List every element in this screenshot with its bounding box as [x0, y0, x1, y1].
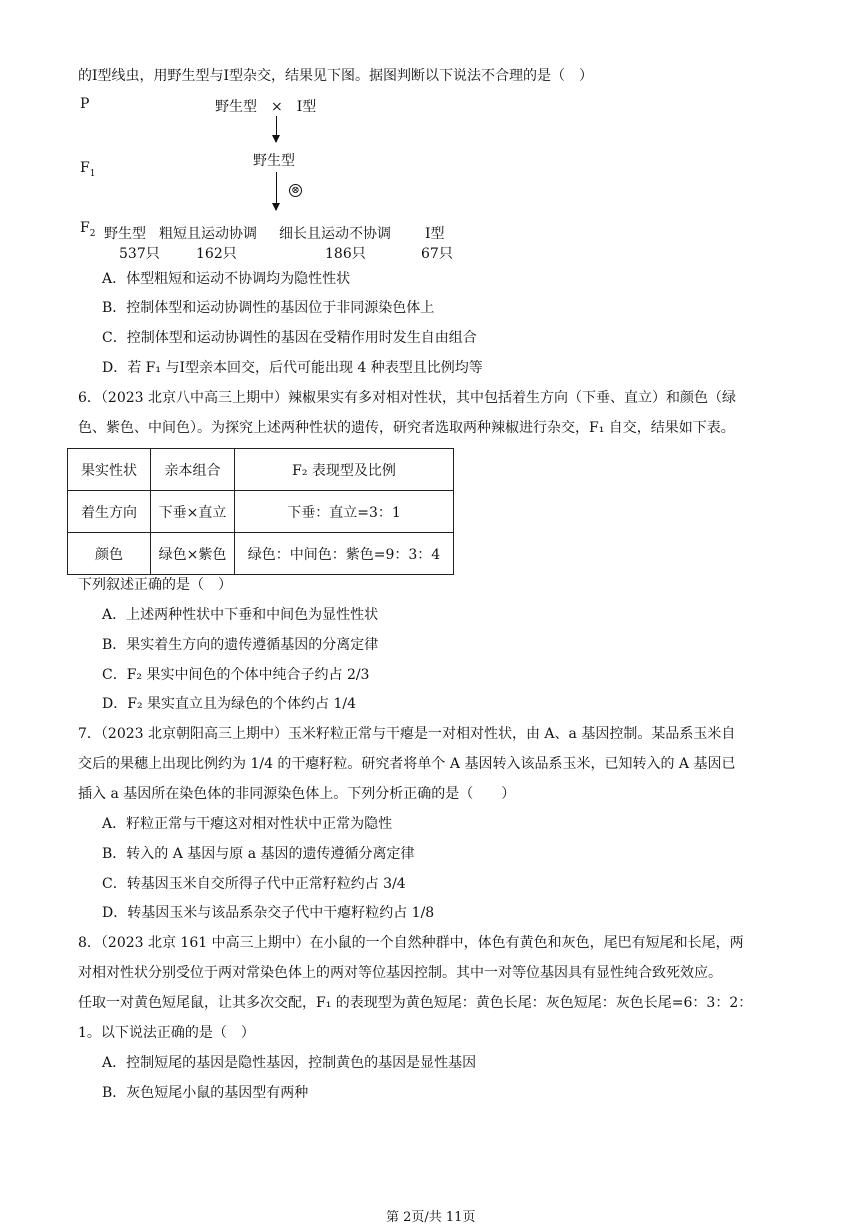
f2-phenotype: Ⅰ型 — [425, 226, 445, 242]
table-cell: 绿色：中间色：紫色=9：3：4 — [235, 533, 454, 575]
option-d: D．F₂ 果实直立且为绿色的个体约占 1/4 — [102, 696, 356, 712]
f2-count: 67只 — [421, 246, 453, 262]
page-number: 第 2页/共 11页 — [386, 1210, 476, 1225]
option-b: B．转入的 A 基因与原 a 基因的遗传遵循分离定律 — [102, 846, 415, 862]
q6-results-table — [67, 448, 454, 575]
option-a: A．上述两种性状中下垂和中间色为显性性状 — [102, 607, 379, 623]
option-c: C．控制体型和运动协调性的基因在受精作用时发生自由组合 — [102, 330, 477, 346]
f2-count: 537只 — [119, 246, 160, 262]
question-8-stem-cont: 任取一对黄色短尾鼠，让其多次交配，F₁ 的表现型为黄色短尾：黄色长尾：灰色短尾：灰色长尾=6：3：2： — [78, 995, 753, 1011]
question-7-stem-cont: 插入 a 基因所在染色体的非同源染色体上。下列分析正确的是（ ） — [78, 786, 516, 802]
question-8-stem-cont: 1。以下说法正确的是（ ） — [78, 1025, 255, 1041]
arrow-down-icon — [276, 172, 277, 210]
table-row — [68, 491, 454, 533]
option-d: D．转基因玉米与该品系杂交子代中干瘪籽粒约占 1/8 — [102, 905, 435, 921]
option-b: B．控制体型和运动协调性的基因位于非同源染色体上 — [102, 300, 435, 316]
f2-phenotype: 野生型 — [104, 226, 146, 242]
p-label: P — [80, 96, 90, 112]
f1-label: $F_1$ — [80, 160, 96, 179]
f2-count: 186只 — [325, 246, 366, 262]
table-header-row — [68, 449, 454, 491]
option-b: B．果实着生方向的遗传遵循基因的分离定律 — [102, 637, 379, 653]
table-header-cell: F₂ 表现型及比例 — [235, 449, 454, 491]
f1-phenotype: 野生型 — [253, 153, 295, 169]
f2-phenotype: 细长且运动不协调 — [279, 226, 391, 242]
question-7-stem: 7．（2023 北京朝阳高三上期中）玉米籽粒正常与干瘪是一对相对性状，由 A、a 基因控制。某品系玉米自 — [78, 726, 736, 742]
table-cell: 颜色 — [68, 533, 151, 575]
table-cell: 绿色×紫色 — [151, 533, 235, 575]
table-row — [68, 533, 454, 575]
table-header-cell: 果实性状 — [68, 449, 151, 491]
table-cell: 下垂：直立=3：1 — [235, 491, 454, 533]
table-cell: 着生方向 — [68, 491, 151, 533]
f2-label: $F_2$ — [80, 220, 96, 239]
table-cell: 下垂×直立 — [151, 491, 235, 533]
option-b: B．灰色短尾小鼠的基因型有两种 — [102, 1085, 309, 1101]
arrow-down-icon — [276, 116, 277, 142]
question-8-stem-cont: 对相对性状分别受位于两对常染色体上的两对等位基因控制。其中一对等位基因具有显性纯合致死效应。 — [78, 965, 722, 981]
question-7-stem-cont: 交后的果穗上出现比例约为 1/4 的干瘪籽粒。研究者将单个 A 基因转入该品系玉米，已知转入的 A 基因已 — [78, 756, 736, 772]
option-c: C．转基因玉米自交所得子代中正常籽粒约占 3/4 — [102, 876, 406, 892]
question-5-stem: 的Ⅰ型线虫，用野生型与Ⅰ型杂交，结果见下图。据图判断以下说法不合理的是（ ） — [78, 68, 594, 84]
option-a: A．控制短尾的基因是隐性基因，控制黄色的基因是显性基因 — [102, 1055, 477, 1071]
question-8-stem: 8．（2023 北京 161 中高三上期中）在小鼠的一个自然种群中，体色有黄色和灰色，尾巴有短尾和长尾，两 — [78, 935, 744, 951]
option-a: A．籽粒正常与干瘪这对相对性状中正常为隐性 — [102, 816, 393, 832]
question-6-stem-cont: 色、紫色、中间色）。为探究上述两种性状的遗传，研究者选取两种辣椒进行杂交，F₁ 自交，结果如下表。 — [78, 420, 735, 436]
table-header-cell: 亲本组合 — [151, 449, 235, 491]
f2-phenotype: 粗短且运动协调 — [159, 226, 257, 242]
option-d: D．若 F₁ 与Ⅰ型亲本回交，后代可能出现 4 种表型且比例均等 — [102, 360, 483, 376]
question-6-prompt: 下列叙述正确的是（ ） — [78, 577, 232, 593]
selfing-icon: ⊗ — [289, 184, 302, 197]
option-a: A．体型粗短和运动不协调均为隐性性状 — [102, 271, 351, 287]
question-6-stem: 6．（2023 北京八中高三上期中）辣椒果实有多对相对性状，其中包括着生方向（下垂、直立）和颜色（绿 — [78, 390, 736, 406]
parents-label: 野生型 × Ⅰ型 — [215, 99, 317, 115]
f2-count: 162只 — [196, 246, 237, 262]
option-c: C．F₂ 果实中间色的个体中纯合子约占 2/3 — [102, 667, 370, 683]
